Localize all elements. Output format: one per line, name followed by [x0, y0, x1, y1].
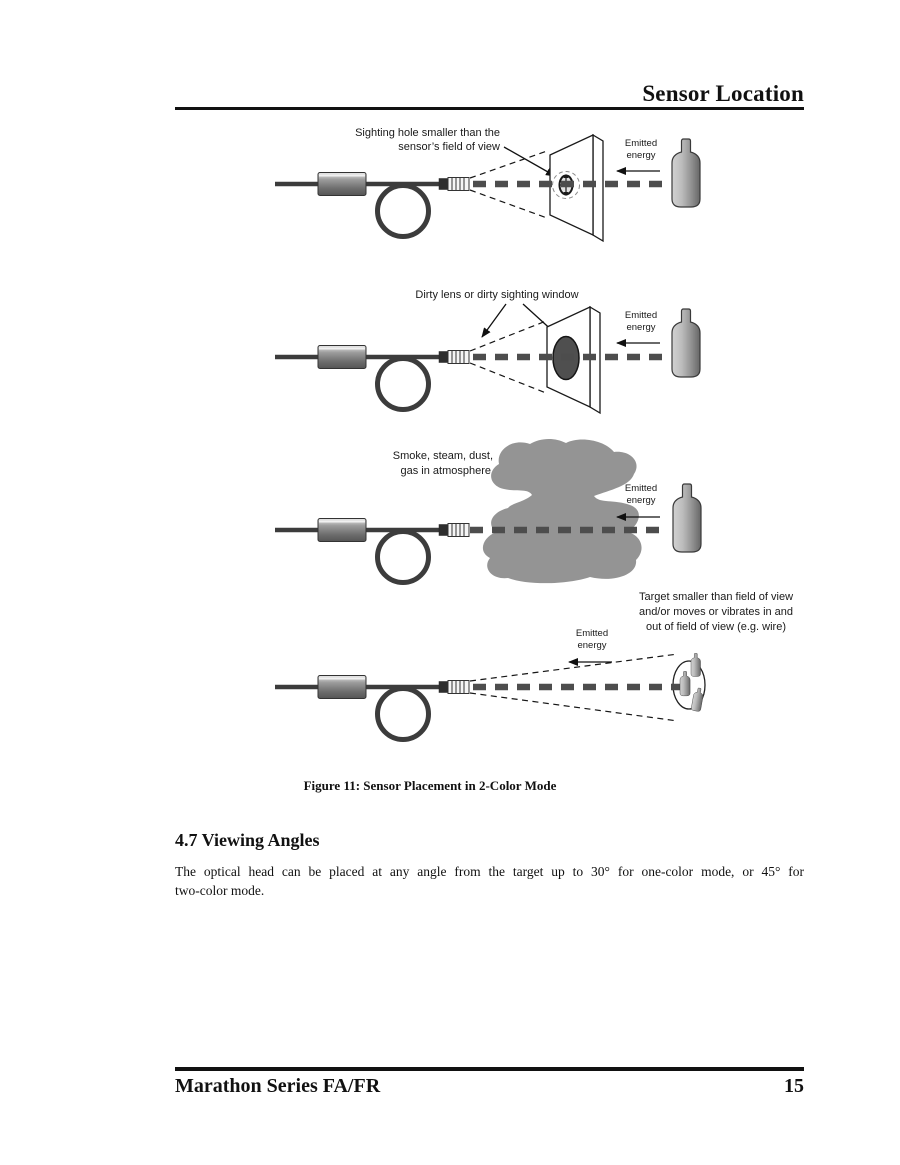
page-title: Sensor Location: [642, 81, 804, 106]
diagram-small-target: [275, 591, 793, 740]
sensor-assembly: [275, 173, 469, 237]
emitted-energy-label: energy: [626, 322, 656, 333]
emitted-energy-label: energy: [626, 150, 656, 161]
label-pointer-arrow: [482, 304, 506, 337]
sensor-assembly: [275, 519, 469, 583]
footer-page-number: 15: [784, 1075, 804, 1097]
label-pointer-arrow: [504, 147, 555, 176]
diagram-label: Dirty lens or dirty sighting window: [415, 289, 579, 301]
small-target-icon: [691, 653, 701, 676]
diagram-label: and/or moves or vibrates in and: [638, 606, 794, 618]
figure-caption: Figure 11: Sensor Placement in 2-Color Mode: [303, 778, 557, 793]
body-line: two-color mode.: [175, 882, 265, 898]
emitted-energy-label: Emitted: [624, 483, 658, 494]
footer-doc-title: Marathon Series FA/FR: [175, 1075, 381, 1097]
section-heading: 4.7 Viewing Angles: [175, 830, 320, 850]
diagram-smoke: [275, 439, 701, 583]
emitted-energy-label: Emitted: [624, 138, 658, 149]
body-paragraph: [175, 863, 804, 900]
diagram-label: Target smaller than field of view: [638, 591, 794, 603]
diagram-label: sensor’s field of view: [398, 141, 500, 153]
diagram-sighting-hole: [275, 127, 700, 241]
sensor-assembly: [275, 676, 469, 740]
diagram-label: out of field of view (e.g. wire): [645, 621, 787, 633]
sensor-assembly: [275, 346, 469, 410]
footer-rule: [175, 1067, 804, 1071]
diagram-label: gas in atmosphere: [400, 465, 491, 477]
emitted-energy-label: Emitted: [575, 628, 609, 639]
target-bottle: [673, 484, 701, 552]
emitted-energy-label: energy: [577, 640, 607, 651]
diagram-dirty-lens: [275, 289, 700, 413]
diagram-label: Smoke, steam, dust,: [392, 450, 493, 462]
diagram-label: Sighting hole smaller than the: [355, 127, 500, 139]
target-bottle: [672, 309, 700, 377]
emitted-energy-label: energy: [626, 495, 656, 506]
body-line: The optical head can be placed at any angle from the target up to 30° for one-color mode, or 45° for: [175, 864, 804, 879]
emitted-energy-label: Emitted: [624, 310, 658, 321]
target-bottle: [672, 139, 700, 207]
sighting-plate: [550, 135, 603, 241]
smoke-cloud-icon: [483, 439, 642, 583]
